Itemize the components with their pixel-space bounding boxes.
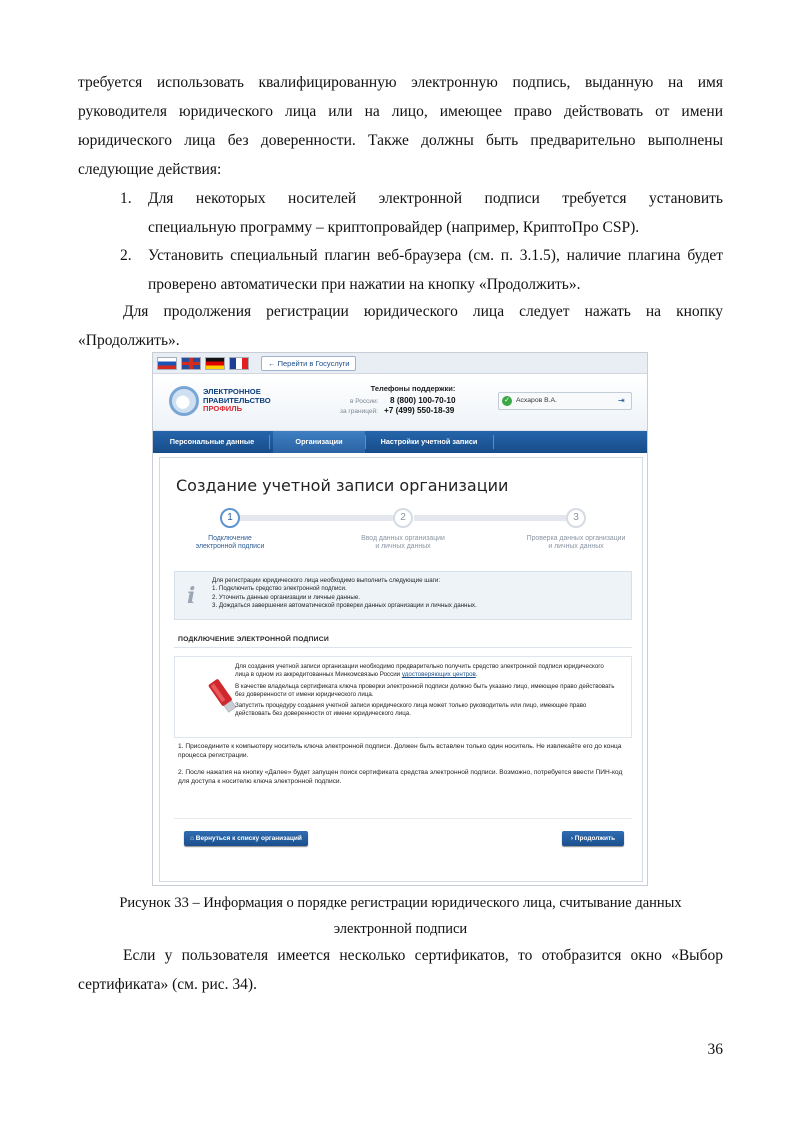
instruction-item: 1. Присоедините к компьютеру носитель ключа электронной подписи. Должен быть вставлен только один носитель. Не извлекайте его до конца процесса регистрации. [178, 743, 622, 759]
user-menu[interactable] [498, 392, 632, 410]
signature-info-text: Для создания учетной записи организации необходимо предварительно получить средство электронной подписи юридического лица в одном из аккредитованных Минкомсвязью России удостоверяющих центров. В качестве владельца сертификата ключа проверки электронной подписи должно быть указано лицо, имеющее право действовать без доверенности от имени юридического лица. Запустить процедуру создания учетной записи юридического лица может только руководитель или лицо, имеющее право действовать без доверенности от имени юридического лица. [235, 663, 619, 722]
progress-track [414, 515, 572, 521]
support-label: за границей: [340, 408, 378, 415]
step-label-line: электронной подписи [195, 543, 265, 550]
nav-divider [493, 435, 494, 449]
step-label-line: и личных данных [375, 543, 431, 550]
sig-text: Для создания учетной записи организации необходимо предварительно получить средство электронной подписи юридического лица в одном из аккредитованных Минкомсвязью России [235, 663, 604, 679]
step-2-label [333, 535, 473, 551]
step-1-indicator: 1 [220, 508, 240, 528]
divider [174, 647, 632, 648]
info-line: 3. Дождаться завершения автоматической проверки данных организации и личных данных. [212, 601, 477, 609]
divider [174, 818, 632, 819]
section-title: ПОДКЛЮЧЕНИЕ ЭЛЕКТРОННОЙ ПОДПИСИ [178, 636, 329, 643]
nav-divider [269, 435, 270, 449]
text-line: юридического лица без доверенности. Также должны быть предварительно выполнены [78, 132, 723, 149]
text-line: Если у пользователя имеется несколько сертификатов, то отобразится окно «Выбор [123, 947, 723, 964]
usb-token-icon [205, 675, 239, 715]
chevron-right-icon: › [570, 835, 575, 842]
text-line: Для некоторых носителей электронной подписи требуется установить [148, 190, 723, 207]
paragraph-intro [78, 68, 723, 184]
language-bar [153, 353, 647, 374]
info-box [174, 571, 632, 620]
list-item [120, 241, 723, 299]
flag-de-icon[interactable] [205, 357, 225, 370]
step-2-indicator: 2 [393, 508, 413, 528]
main-nav [153, 431, 647, 453]
text-line: «Продолжить». [78, 332, 180, 349]
check-icon: ✓ [502, 396, 512, 406]
list-item [120, 184, 723, 242]
caption-line: электронной подписи [333, 921, 468, 937]
logo-line: ЭЛЕКТРОННОЕ [203, 387, 261, 396]
info-icon: i [187, 583, 196, 609]
user-name: Асхаров В.А. [516, 397, 557, 404]
nav-divider [365, 435, 366, 449]
main-panel [159, 457, 643, 882]
paragraph-continue [78, 297, 723, 355]
text-line: проверено автоматически при нажатии на кнопку «Продолжить». [148, 276, 581, 293]
page-title: Создание учетной записи организации [176, 476, 509, 495]
list-number: 2. [120, 247, 132, 264]
figure-screenshot [152, 352, 648, 886]
continue-button[interactable] [562, 831, 624, 846]
step-label-line: и личных данных [548, 543, 604, 550]
support-title: Телефоны поддержки: [370, 384, 456, 393]
sig-text: Запустить процедуру создания учетной записи юридического лица может только руководитель или лицо, имеющее право действовать без доверенности от имени юридического лица. [235, 702, 587, 718]
home-icon: ⌂ [190, 835, 196, 842]
signature-info-box [174, 656, 632, 738]
sig-text: В качестве владельца сертификата ключа проверки электронной подписи должно быть указано лицо, имеющее право действовать без доверенности от имени юридического лица. [235, 682, 615, 698]
logout-icon[interactable]: ⇥ [618, 396, 625, 405]
progress-track [230, 515, 400, 521]
text-line: руководителя юридического лица или на лицо, имеющее право действовать от имени [78, 103, 723, 120]
step-3-label [506, 535, 646, 551]
logo-line: ПРАВИТЕЛЬСТВО [203, 395, 271, 405]
info-text [212, 577, 477, 610]
tab-personal-data[interactable]: Персональные данные [169, 437, 255, 446]
figure-caption [78, 890, 723, 942]
page-number: 36 [707, 1041, 723, 1058]
site-header [153, 374, 647, 431]
back-to-organizations-button[interactable] [184, 831, 308, 846]
support-number: 8 (800) 100-70-10 [390, 396, 456, 405]
text-line: требуется использовать квалифицированную электронную подпись, выданную на имя [78, 74, 723, 91]
info-line: Для регистрации юридического лица необходимо выполнить следующие шаги: [212, 577, 441, 584]
step-label-line: Проверка данных организации [526, 535, 626, 542]
text-line: специальную программу – криптопровайдер (например, КриптоПро CSP). [148, 219, 640, 236]
button-label: Вернуться к списку организаций [195, 835, 302, 842]
info-line: 2. Уточнить данные организации и личные данные. [212, 593, 361, 601]
text-line: сертификата» (см. рис. 34). [78, 976, 257, 993]
support-number: +7 (499) 550-18-39 [384, 406, 455, 415]
logo-line: ПРОФИЛЬ [203, 404, 243, 413]
info-line: 1. Подключить средство электронной подписи. [212, 585, 347, 593]
step-label-line: Ввод данных организации [361, 535, 445, 542]
step-3-indicator: 3 [566, 508, 586, 528]
tab-organizations[interactable]: Организации [273, 431, 365, 453]
flag-gb-icon[interactable] [181, 357, 201, 370]
logo-text[interactable] [203, 388, 271, 414]
instructions [178, 742, 628, 794]
instruction-item: 2. После нажатия на кнопку «Далее» будет запущен поиск сертификата средства электронной подписи. Возможно, потребуется ввести ПИН-код для доступа к носителю ключа электронной подписи. [178, 769, 623, 785]
support-label: в России: [350, 398, 379, 405]
flag-ru-icon[interactable] [157, 357, 177, 370]
list-number: 1. [120, 190, 132, 207]
text-line: Для продолжения регистрации юридического лица следует нажать на кнопку [123, 303, 723, 320]
goto-gosuslugi-button[interactable]: ← Перейти в Госуслуги [261, 356, 356, 371]
paragraph-certificates [78, 941, 723, 999]
text-line: следующие действия: [78, 161, 222, 178]
tab-account-settings[interactable]: Настройки учетной записи [380, 437, 478, 446]
step-1-label [160, 535, 300, 551]
flag-fr-icon[interactable] [229, 357, 249, 370]
step-label-line: Подключение [208, 535, 252, 542]
certification-centers-link[interactable]: удостоверяющих центров [401, 671, 476, 679]
gov-logo-icon[interactable] [169, 386, 199, 416]
caption-line: Рисунок 33 – Информация о порядке регистрации юридического лица, считывание данных [119, 895, 682, 911]
button-label: Продолжить [574, 835, 616, 842]
text-line: Установить специальный плагин веб-браузера (см. п. 3.1.5), наличие плагина будет [148, 247, 723, 264]
